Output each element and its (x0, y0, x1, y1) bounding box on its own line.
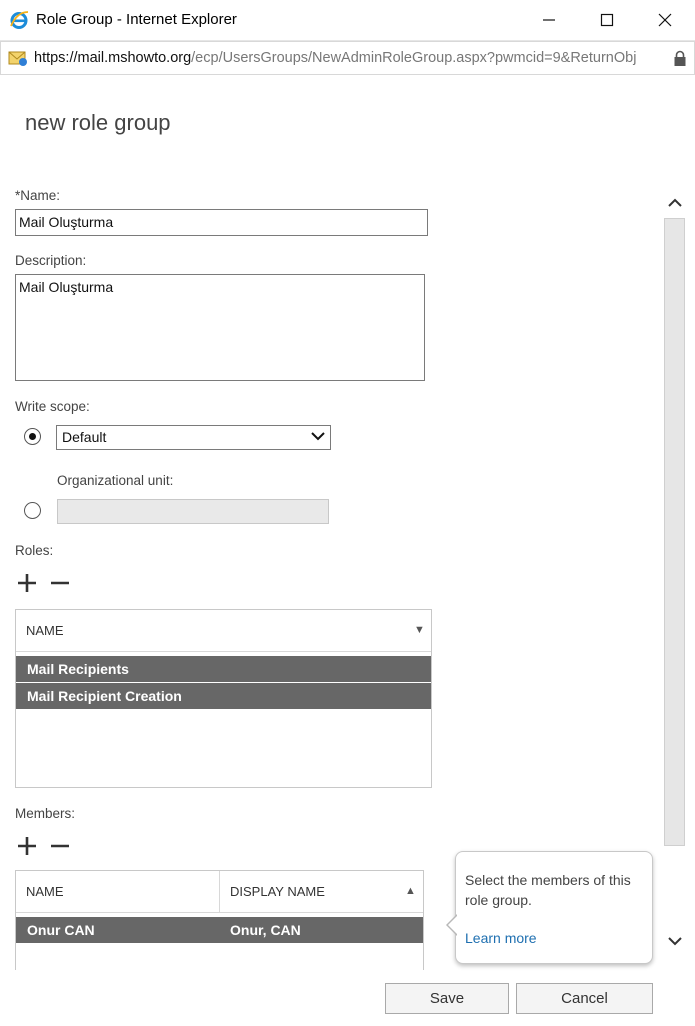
write-scope-value: Default (62, 429, 107, 445)
remove-member-icon[interactable] (49, 835, 71, 857)
scroll-down-icon[interactable] (665, 933, 685, 949)
page-icon (8, 49, 28, 67)
url-host: mshowto.org (108, 50, 192, 66)
write-scope-label: Write scope: (15, 399, 90, 414)
url-text[interactable] (34, 50, 664, 66)
members-display-column[interactable] (219, 871, 424, 913)
save-button[interactable]: Save (385, 983, 509, 1014)
cancel-button[interactable]: Cancel (516, 983, 653, 1014)
learn-more-link[interactable]: Learn more (465, 930, 537, 946)
lock-icon[interactable] (673, 50, 687, 67)
name-label: *Name: (15, 188, 61, 203)
roles-label: Roles: (15, 543, 54, 558)
remove-role-icon[interactable] (49, 572, 71, 594)
roles-grid (15, 609, 432, 788)
page-title: new role group (25, 110, 171, 135)
org-unit-label: Organizational unit: (57, 473, 174, 488)
window-title: Role Group - Internet Explorer (36, 11, 237, 28)
chevron-down-icon (310, 427, 326, 445)
members-name-column-label: NAME (26, 884, 64, 899)
url-path: /ecp/UsersGroups/NewAdminRoleGroup.aspx?pwmcid=9&ReturnObj (191, 50, 637, 66)
close-button[interactable] (636, 0, 694, 40)
sort-up-icon[interactable]: ▲ (405, 885, 416, 897)
table-row[interactable] (16, 683, 431, 710)
roles-grid-header (16, 610, 431, 652)
address-bar[interactable] (0, 41, 695, 75)
table-row[interactable] (16, 917, 423, 944)
callout-pointer (446, 914, 457, 936)
members-label: Members: (15, 806, 76, 821)
role-name: Mail Recipients (27, 661, 129, 677)
callout-text: Select the members of this role group. (465, 872, 631, 908)
internet-explorer-icon (9, 10, 29, 30)
members-grid (15, 870, 424, 970)
sort-down-icon[interactable]: ▼ (414, 624, 425, 636)
scroll-up-icon[interactable] (665, 195, 685, 211)
maximize-icon (600, 13, 614, 27)
add-member-icon[interactable] (16, 835, 38, 857)
url-scheme: https://mail. (34, 50, 109, 66)
description-label: Description: (15, 253, 87, 268)
close-icon (658, 13, 672, 27)
members-display-column-label: DISPLAY NAME (230, 884, 325, 899)
window-title-bar (0, 0, 695, 41)
maximize-button[interactable] (578, 0, 636, 40)
roles-name-column-label: NAME (26, 623, 64, 638)
help-callout (455, 851, 653, 964)
org-unit-radio[interactable] (24, 502, 41, 519)
members-grid-header (16, 871, 423, 913)
member-name: Onur CAN (27, 922, 95, 938)
scrollbar-thumb[interactable] (664, 218, 685, 846)
minimize-icon (542, 13, 556, 27)
add-role-icon[interactable] (16, 572, 38, 594)
table-row[interactable] (16, 656, 431, 683)
member-display-name: Onur, CAN (230, 922, 301, 938)
role-name: Mail Recipient Creation (27, 688, 182, 704)
org-unit-input (57, 499, 329, 524)
name-input[interactable]: Mail Oluşturma (15, 209, 428, 236)
roles-name-column[interactable] (16, 610, 432, 652)
write-scope-default-radio[interactable] (24, 428, 41, 445)
members-name-column[interactable] (16, 871, 219, 913)
description-textarea[interactable]: Mail Oluşturma (15, 274, 425, 381)
minimize-button[interactable] (520, 0, 578, 40)
write-scope-select[interactable] (56, 425, 331, 450)
